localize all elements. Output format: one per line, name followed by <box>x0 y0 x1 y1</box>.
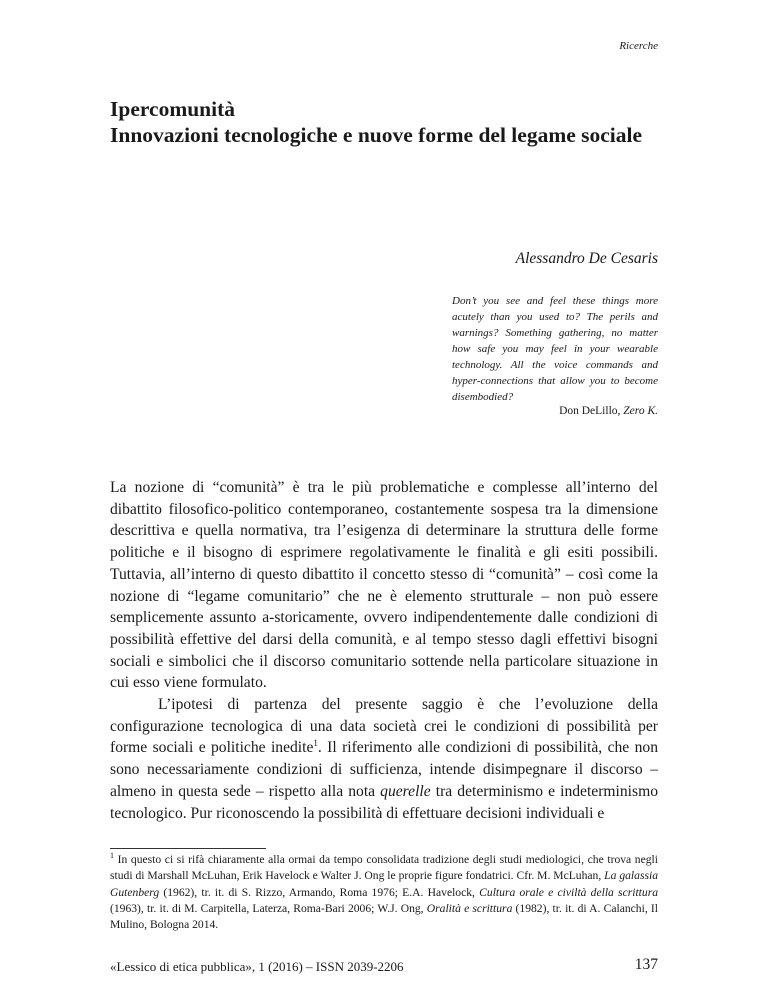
paragraph-2-italic-term: querelle <box>380 782 431 800</box>
footnote-title-3: Oralità e scrittura <box>426 901 513 915</box>
author-name: Alessandro De Cesaris <box>515 250 658 267</box>
epigraph-source <box>559 405 658 417</box>
paragraph-2-text-c: tra determinismo e indeterminismo tecnologico. Pur riconoscendo la possibilità di effettuare decisioni individuali e <box>110 782 658 822</box>
footnote-reference[interactable]: 1 <box>313 738 318 749</box>
article-body <box>110 477 658 824</box>
footnote-divider <box>110 848 266 849</box>
footnote-text-3: (1963), tr. it. di M. Carpitella, Laterza, Roma-Bari 2006; W.J. Ong, <box>110 901 427 915</box>
footnote-number: 1 <box>110 851 114 861</box>
footnote-text-2: (1962), tr. it. di S. Rizzo, Armando, Roma 1976; E.A. Havelock, <box>159 885 480 899</box>
title-line-2: Innovazioni tecnologiche e nuove forme del legame sociale <box>110 123 643 147</box>
epigraph-source-work: Zero K. <box>623 405 658 417</box>
body-paragraph-1: La nozione di “comunità” è tra le più problematiche e complesse all’interno del dibattito filosofico-politico contemporaneo, costantemente sospesa tra la dimensione descrittiva e quella normativa, tra l’esigenza di determinare la struttura delle forme politiche e il bisogno di esprimere regolativamente le finalità e gli esiti possibili. Tuttavia, all’interno di questo dibattito il concetto stesso di “comunità” – così come la nozione di “legame comunitario” che ne è elemento strutturale – non può essere semplicemente assunto a-storicamente, ovvero indipendentemente dalle condizioni di possibilità effettive del darsi della comunità, e al tempo stesso dagli effettivi bisogni sociali e simbolici che il discorso comunitario sottende nella particolare situazione in cui esso viene formulato. <box>110 479 658 692</box>
page-number: 137 <box>634 956 658 973</box>
journal-citation: «Lessico di etica pubblica», 1 (2016) – ISSN 2039-2206 <box>110 959 404 974</box>
paragraph-2-text-b: . Il riferimento alle condizioni di possibilità, che non sono necessariamente condizioni di sufficienza, intende disimpegnare il discorso – almeno in questa sede – rispetto alla nota <box>110 739 658 800</box>
body-paragraph-2 <box>110 694 658 824</box>
title-line-1: Ipercomunità <box>110 97 236 121</box>
epigraph-source-author: Don DeLillo, <box>559 405 624 417</box>
article-title <box>110 96 670 148</box>
footnote-title-2: Cultura orale e civiltà della scrittura <box>479 885 658 899</box>
epigraph-quote: Don’t you see and feel these things more acutely than you used to? The perils and warnings? Something gathering, no matter how safe you may feel in your wearable technology. All the voice commands and hyper-connections that allow you to become disembodied? <box>452 295 658 403</box>
footnote-title-1: La galassia Gutenberg <box>110 869 658 899</box>
footnote-1 <box>110 852 658 933</box>
footnote-text-4: (1982), tr. it. di A. Calanchi, Il Mulino, Bologna 2014. <box>110 901 658 932</box>
footnote-text-1: In questo ci si rifà chiaramente alla ormai da tempo consolidata tradizione degli studi mediologici, che trova negli studi di Marshall McLuhan, Erik Havelock e Walter J. Ong le proprie figure fondatrici. Cfr. M. McLuhan, <box>110 853 658 883</box>
paragraph-2-text-a: L’ipotesi di partenza del presente saggio è che l’evoluzione della configurazione tecnologica di una data società crei le condizioni di possibilità per forme sociali e politiche inedite <box>110 696 658 757</box>
running-head: Ricerche <box>619 40 658 52</box>
